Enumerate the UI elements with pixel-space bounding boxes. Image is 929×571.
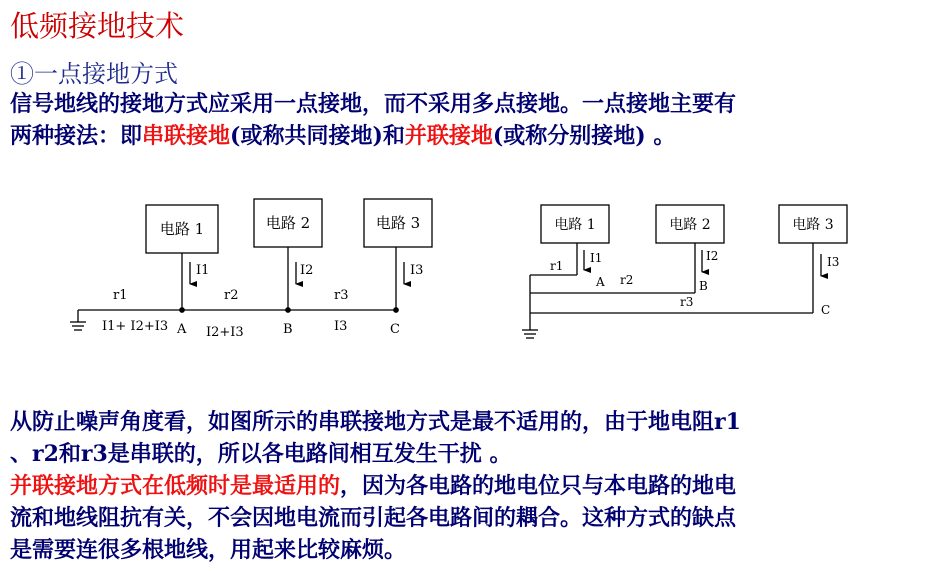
page-title: 低频接地技术 xyxy=(10,9,185,43)
series-resistor-label-3: r3 xyxy=(334,288,349,303)
parallel-analysis-line-2: 流和地线阻抗有关，不会因地电流而引起各电路间的耦合。这种方式的缺点 xyxy=(10,505,737,531)
parallel-ground-term: 并联接地 xyxy=(404,123,493,149)
series-node-label-c: C xyxy=(390,322,400,337)
series-circuit-label-3: 电路 3 xyxy=(375,214,421,232)
series-node-label-b: B xyxy=(283,322,293,337)
parallel-resistor-label-2: r2 xyxy=(620,273,634,287)
parallel-circuit-label-1: 电路 1 xyxy=(554,217,596,233)
intro-text: (或称分别接地) 。 xyxy=(492,123,676,149)
series-analysis-line-1: 从防止噪声角度看，如图所示的串联接地方式是最不适用的，由于地电阻r1 xyxy=(10,409,741,435)
series-node-dot-b xyxy=(286,308,290,312)
parallel-resistor-label-1: r1 xyxy=(550,259,564,273)
series-bus-current-2: I2+I3 xyxy=(206,325,244,340)
parallel-current-label-2: I2 xyxy=(706,249,719,263)
intro-text: 两种接法：即 xyxy=(10,123,143,149)
series-node-dot-a xyxy=(180,308,184,312)
parallel-analysis-text: ，因为各电路的地电位只与本电路的地电 xyxy=(340,473,737,499)
parallel-analysis-paragraph xyxy=(10,470,736,566)
series-analysis-paragraph xyxy=(10,406,741,470)
parallel-conclusion: 并联接地方式在低频时是最适用的 xyxy=(10,473,341,499)
series-analysis-line-2: 、r2和r3是串联的，所以各电路间相互发生干扰 。 xyxy=(10,441,512,467)
series-resistor-label-2: r2 xyxy=(224,288,239,303)
parallel-resistor-label-3: r3 xyxy=(680,295,694,309)
section-subtitle: ①一点接地方式 xyxy=(10,60,178,88)
parallel-node-label-b: B xyxy=(699,279,708,293)
parallel-analysis-line-3: 是需要连很多根地线，用起来比较麻烦。 xyxy=(10,537,407,563)
series-node-label-a: A xyxy=(177,322,187,337)
series-current-label-1: I1 xyxy=(196,263,210,278)
series-ground-term: 串联接地 xyxy=(142,123,231,149)
intro-line-1: 信号地线的接地方式应采用一点接地，而不采用多点接地。一点接地主要有 xyxy=(10,91,737,117)
parallel-circuit-label-3: 电路 3 xyxy=(792,217,834,233)
series-resistor-label-1: r1 xyxy=(113,288,128,303)
series-bus-current-3: I3 xyxy=(334,319,348,334)
parallel-current-label-1: I1 xyxy=(590,251,603,265)
series-current-label-2: I2 xyxy=(300,263,314,278)
parallel-current-label-3: I3 xyxy=(827,255,840,269)
series-node-dot-c xyxy=(394,308,398,312)
intro-text: (或称共同接地)和 xyxy=(230,123,405,149)
parallel-circuit-label-2: 电路 2 xyxy=(669,217,711,233)
series-current-label-3: I3 xyxy=(410,263,424,278)
series-circuit-label-2: 电路 2 xyxy=(265,214,311,232)
parallel-analysis-line-1 xyxy=(10,470,736,502)
series-bus-current-1: I1+ I2+I3 xyxy=(102,319,169,334)
parallel-node-label-a: A xyxy=(596,275,605,289)
parallel-node-label-c: C xyxy=(821,303,831,317)
series-circuit-label-1: 电路 1 xyxy=(159,220,205,238)
